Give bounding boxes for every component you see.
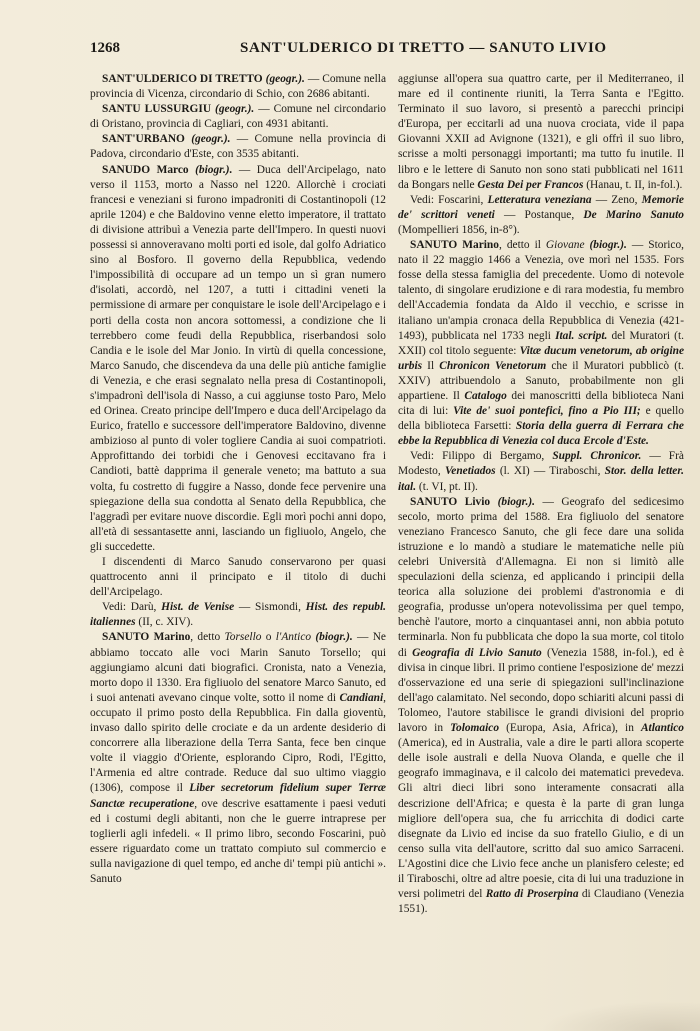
right-column: [398, 72, 684, 917]
entry-sanuto-marino-antico-references: Vedi: Foscarini, Letteratura veneziana — Zeno, Memorie de' scrittori veneti — Postanque, De Marino Sanuto (Mompellieri 1856, in-8°).: [398, 193, 685, 236]
entry-sanuto-marino-antico: SANUTO Marino, detto Torsello o l'Antico (biogr.). — Ne abbiamo toccato alle voci Marin Sanuto Torsello; qui aggiungiamo alcuni dati biografici. Cronista, nato a Venezia, morto dopo il 1330. Era figliuolo del senatore Marco Sanuto, ed i suoi antenati avevano cinque volte, sotto il nome di Candiani, occupato il primo posto della Repubblica. Fin dalla gioventù, invaso dallo spirito delle crociate e da un ardente desiderio di concorrere alla liberazione della Terra Santa, fece ben cinque volte il viaggio d'Oriente, esplorando Cipro, Rodi, l'Egitto, l'Armenia ed altre contrade. Reduce dal suo ultimo viaggio (1306), compose il Liber secretorum fidelium super Terræ Sanctæ recuperatione, ove descrive esattamente i paesi veduti ed i costumi degli abitanti, non che le guerre intraprese per toglierli agli infedeli. « Il primo libro, secondo Foscarini, può essere riguardato come un trattato compiuto sul commercio e sulla navigazione di quel tempo, ed anche di' tempi più antichi ». Sanuto: [90, 631, 387, 885]
left-column: [90, 72, 386, 887]
entry-santurbano: SANT'URBANO (geogr.). — Comune nella provincia di Padova, circondario d'Este, con 3535 abitanti.: [90, 133, 386, 161]
running-title: SANT'ULDERICO DI TRETTO — SANUTO LIVIO: [240, 40, 607, 56]
page-header: [90, 38, 690, 62]
entry-sanudo-marco-descendants: I discendenti di Marco Sanudo conservarono per quasi quattrocento anni il principato e il titolo di duchi dell'Arcipelago.: [90, 556, 386, 599]
page-corner-stain: [540, 1001, 700, 1031]
entry-sanudo-marco-references: Vedi: Darù, Hist. de Venise — Sismondi, Hist. des republ. italiennes (II, c. XIV).: [90, 601, 387, 629]
entry-santu-lussurgiu: SANTU LUSSURGIU (geogr.). — Comune nel circondario di Oristano, provincia di Cagliari, con 4931 abitanti.: [90, 103, 386, 131]
entry-sanudo-marco: SANUDO Marco (biogr.). — Duca dell'Arcipelago, nato verso il 1153, morto a Nasso nel 1220. Allorchè i crociati francesi e veneziani si furono impadroniti di Costantinopoli (12 aprile 1204) e che Baldovino venne eletto imperatore, il trattato di divisione attribuì a Venezia parte dell'Impero. In questi nuovi possessi si annoveravano molti porti ed isole, dal golfo Adriatico sino al Bosforo. Il governo della Repubblica, vedendo l'impossibilità di occupare ad un tempo un sì gran numero d'isolati, accordò, nel 1207, a tutti i cittadini veneti la permissione di armare per conquistare le isole dell'Arcipelago e i porti della costa non ancora sottomessi, a condizione che li terrebbero come feudi della Repubblica, riserbandosi solo Candia e le isole del Mar Jonio. In virtù di quella concessione, Marco Sanudo, che discendeva da una delle più antiche famiglie di Venezia, e che erasi segnalato nella presa di Costantinopoli, s'impadronì dell'isola di Nasso, a cui aggiunse tosto Paro, Melo ed Orinea. Creato principe dell'Impero e duca dell'Arcipelago da Eurico, fratello e successore dell'imperatore Baldovino, divenne ambizioso al punto di voler togliere Candia ai suoi compatrioti. Approfittando dei torbidi che i Genovesi eccitavano fra i Candioti, battè dapprima il generale veneto; ma battuto a sua volta, fu costretto di fuggire a Nasso, donde fece pervenire una spiegazione della sua condotta al Senato della Repubblica, che l'aggradì per evitare nuove discordie. Egli morì pochi anni dopo, all'età di sessantasette anni, lasciando un figliuolo, Angelo, che gli succedette.: [90, 163, 386, 553]
entry-sanuto-marino-antico-continued: aggiunse all'opera sua quattro carte, per il Mediterraneo, il mare ed il continente riuniti, la Terra Santa e l'Egitto. Terminato il suo lavoro, si presentò a parecchi principi d'Europa, per eccitarli ad una nuova crociata, vide il papa Giovanni XXII ad Avignone (1321), e gli offrì il suo libro, scrisse a molti personaggi importanti; ma tutto fu inutile. Il libro e le lettere di Sanuto non sono stati pubblicati nel 1611 da Bongars nelle Gesta Dei per Francos (Hanau, t. II, in-fol.).: [398, 73, 684, 191]
entry-sanuto-marino-giovane-references: Vedi: Filippo di Bergamo, Suppl. Chronicor. — Frà Modesto, Venetiados (l. XI) — Tiraboschi, Stor. della letter. ital. (t. VI, pt. II).: [398, 450, 684, 493]
entry-sanuto-marino-giovane: SANUTO Marino, detto il Giovane (biogr.). — Storico, nato il 22 maggio 1466 a Venezia, ove morì nel 1535. Fors fosse della stessa famiglia del precedente. Uomo di notevole talento, di singolare erudizione e di rara modestia, fu membro dell'Accademia fondata da Aldo il vecchio, e scrisse in italiano un'ampia cronaca della Repubblica di Venezia (421-1493), pubblicata nel 1733 negli Ital. script. del Muratori (t. XXII) col titolo seguente: Vitæ ducum venetorum, ab origine urbis Il Chronicon Venetorum che il Muratori pubblicò (t. XXIV) attribuendolo a Sanuto, probabilmente non gli appartiene. Il Catalogo dei manoscritti della biblioteca Nani cita di lui: Vite de' suoi pontefici, fino a Pio III; e quello della biblioteca Farsetti: Storia della guerra di Ferrara che ebbe la Repubblica di Venezia col duca Ercole d'Este.: [398, 239, 685, 448]
entry-santulderico: SANT'ULDERICO DI TRETTO (geogr.). — Comune nella provincia di Vicenza, circondario di Schio, con 2686 abitanti.: [90, 73, 386, 101]
entry-sanuto-livio: SANUTO Livio (biogr.). — Geografo del sedicesimo secolo, morto prima del 1588. Era figliuolo del senatore veneziano Francesco Sanuto, che gli fece dare una solida istruzione e lo mandò a studiare le matematiche nelle più celebri Università d'Allemagna. Ei non si limitò alle speculazioni della scienza, ed applicando i principii della teorica alla soluzione dei problemi d'astronomia e di geografia, produsse un'opera notevolissima per quel tempo, benchè l'autore, morto a cinquantasei anni, non abbia potuto terminarla. Non fu pubblicata che dopo la sua morte, col titolo di Geografia di Livio Sanuto (Venezia 1588, in-fol.), ed è divisa in cinque libri. Il primo contiene l'esposizione de' mezzi d'osservazione ed una serie di spiegazioni sull'inclinazione dell'ago calamitato. Nel secondo, dopo schiariti alcuni passi di Tolomeo, l'autore stabilisce le grandi divisioni del proprio lavoro in Tolomaico (Europa, Asia, Africa), in Atlantico (America), ed in Australia, vale a dire le parti allora scoperte delle isole australi e della Nuova Olanda, e quelle che il geografo immaginava, e il calcolo dei matematici prevedeva. Gli altri dieci libri sono interamente consacrati alla descrizione dell'Africa; e questa è la parte di gran lunga migliore dell'opera sua, che fu arricchita di dodici carte disegnate da Livio ed incise da suo fratello Giulio, e di un censo sulla vita dell'autore, scritto dal suo amico Sarraceni. L'Agostini dice che Livio fece anche un planisfero celeste; ed il Tiraboschi, oltre ad altre poesie, cita di lui una traduzione in versi polimetri del Ratto di Proserpina di Claudiano (Venezia 1551).: [398, 495, 685, 916]
page-number: 1268: [90, 40, 120, 56]
